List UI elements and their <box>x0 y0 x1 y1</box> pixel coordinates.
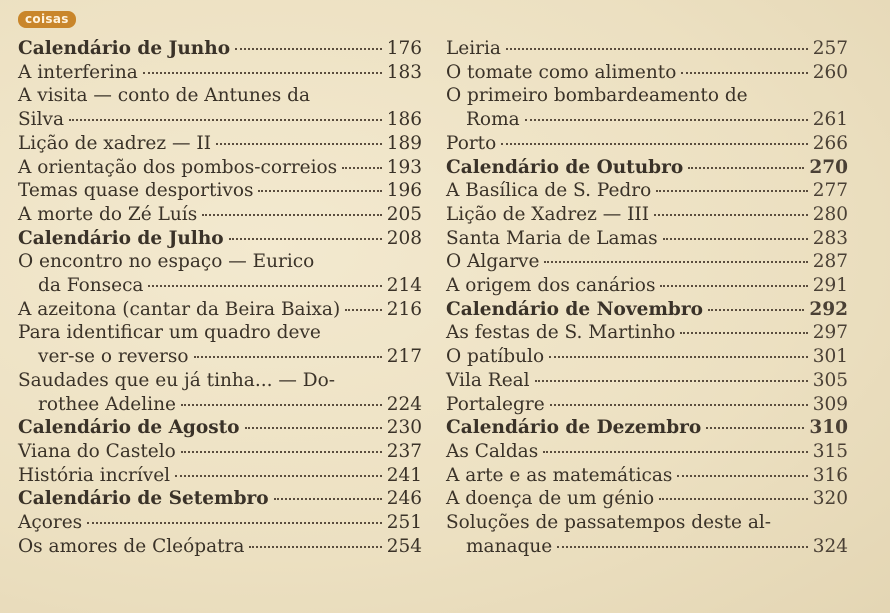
toc-page-number: 224 <box>386 393 422 415</box>
toc-entry-title: Calendário de Junho <box>18 38 231 59</box>
dot-leader <box>249 546 381 548</box>
toc-entry <box>446 108 848 132</box>
toc-entry-title: ver-se o reverso <box>38 346 189 368</box>
toc-entry <box>446 487 848 511</box>
toc-page-number: 315 <box>812 440 848 462</box>
toc-entry <box>446 179 848 203</box>
toc-entry-title: A arte e as matemáticas <box>446 464 673 486</box>
toc-entry-title: Açores <box>18 512 83 534</box>
toc-page-number: 257 <box>812 38 848 59</box>
toc-entry-title-line: A visita — conto de Antunes da <box>18 85 311 107</box>
toc-entry-title: Calendário de Setembro <box>18 488 269 510</box>
toc-entry-title: Leiria <box>446 38 501 59</box>
toc-page-number: 260 <box>812 61 848 83</box>
toc-entry <box>446 345 848 369</box>
toc-entry-title: Viana do Castelo <box>18 440 176 462</box>
toc-page-number: 205 <box>386 203 422 225</box>
toc-entry-title: A origem dos canários <box>446 275 656 297</box>
toc-entry-title: A orientação dos pombos-correios <box>18 156 338 178</box>
toc-entry-title: A doença de um génio <box>446 488 655 510</box>
dot-leader <box>274 498 382 500</box>
toc-entry <box>18 511 422 535</box>
dot-leader <box>202 214 382 216</box>
toc-entry <box>446 464 848 488</box>
toc-page-number: 176 <box>386 38 422 59</box>
toc-entry <box>446 393 848 417</box>
dot-leader <box>544 261 807 263</box>
toc-page-number: 186 <box>386 109 422 131</box>
dot-leader <box>708 309 804 311</box>
toc-entry-title-line: Para identificar um quadro deve <box>18 322 321 344</box>
toc-page-number: 292 <box>809 298 848 320</box>
toc-entry-title: Calendário de Novembro <box>446 298 703 320</box>
toc-entry <box>446 535 848 559</box>
toc-entry-title: Vila Real <box>446 369 530 391</box>
toc-entry <box>18 179 422 203</box>
dot-leader <box>688 167 804 169</box>
toc-page-number: 316 <box>812 464 848 486</box>
toc-page-number: 193 <box>386 156 422 178</box>
dot-leader <box>654 214 808 216</box>
toc-left-column <box>18 37 422 558</box>
toc-entry-title-line: O encontro no espaço — Eurico <box>18 251 315 273</box>
dot-leader <box>677 475 807 477</box>
toc-entry <box>446 274 848 298</box>
toc-page-number: 189 <box>386 132 422 154</box>
toc-page-number: 214 <box>386 275 422 297</box>
toc-page-number: 246 <box>386 488 422 510</box>
toc-entry <box>18 535 422 559</box>
toc-entry-title-line: Saudades que eu já tinha... — Do- <box>18 369 335 391</box>
toc-entry <box>446 37 848 61</box>
toc-entry-title: Roma <box>466 109 520 131</box>
toc-page-number: 277 <box>812 180 848 202</box>
dot-leader <box>148 285 381 287</box>
toc-entry <box>18 464 422 488</box>
toc-page-number: 291 <box>812 275 848 297</box>
dot-leader <box>550 404 808 406</box>
toc-entry-title: Calendário de Dezembro <box>446 417 702 439</box>
toc-page-number: 183 <box>386 61 422 83</box>
toc-page-number: 324 <box>812 535 848 557</box>
toc-entry-title: A interferina <box>18 61 138 83</box>
dot-leader <box>216 143 382 145</box>
toc-entry <box>446 440 848 464</box>
toc-page-number: 309 <box>812 393 848 415</box>
toc-entry-title: História incrível <box>18 464 171 486</box>
dot-leader <box>706 427 804 429</box>
toc-entry <box>446 227 848 251</box>
toc-entry-title: O Algarve <box>446 251 540 273</box>
toc-entry-title: As festas de S. Martinho <box>446 322 676 344</box>
toc-page-number: 241 <box>386 464 422 486</box>
dot-leader <box>659 498 808 500</box>
toc-entry <box>446 132 848 156</box>
toc-entry-title: manaque <box>466 535 553 557</box>
dot-leader <box>535 380 808 382</box>
toc-page-number: 251 <box>386 512 422 534</box>
toc-entry-title: O patíbulo <box>446 346 545 368</box>
toc-page-number: 280 <box>812 203 848 225</box>
toc-entry <box>18 298 422 322</box>
toc-page-number: 217 <box>386 346 422 368</box>
dot-leader <box>681 72 807 74</box>
toc-entry <box>18 440 422 464</box>
toc-page-number: 297 <box>812 322 848 344</box>
toc-page-number: 254 <box>386 535 422 557</box>
toc-page-number: 237 <box>386 440 422 462</box>
dot-leader <box>680 332 807 334</box>
dot-leader <box>663 238 808 240</box>
toc-entry <box>446 369 848 393</box>
toc-month-heading <box>446 156 848 180</box>
toc-entry-title-line: O primeiro bombardeamento de <box>446 85 748 107</box>
dot-leader <box>549 356 808 358</box>
dot-leader <box>194 356 382 358</box>
toc-entry-title: Calendário de Agosto <box>18 417 240 439</box>
toc-entry <box>18 345 422 369</box>
dot-leader <box>229 238 382 240</box>
dot-leader <box>87 522 382 524</box>
toc-page-number: 310 <box>809 417 848 439</box>
toc-entry-title: Portalegre <box>446 393 545 415</box>
toc-entry-title: Lição de Xadrez — III <box>446 203 650 225</box>
toc-entry <box>18 108 422 132</box>
toc-entry <box>18 132 422 156</box>
toc-month-heading <box>18 37 422 61</box>
dot-leader <box>258 190 381 192</box>
toc-entry-title: da Fonseca <box>38 275 144 297</box>
toc-page-number: 301 <box>812 346 848 368</box>
toc-page-number: 305 <box>812 369 848 391</box>
toc-entry-title: Calendário de Julho <box>18 227 224 249</box>
dot-leader <box>69 119 382 121</box>
section-badge: coisas <box>18 11 76 28</box>
toc-page-number: 196 <box>386 180 422 202</box>
toc-entry-title: O tomate como alimento <box>446 61 677 83</box>
toc-page-number: 216 <box>386 298 422 320</box>
toc-entry <box>18 274 422 298</box>
toc-entry-title-line: Soluções de passatempos deste al- <box>446 512 772 534</box>
toc-entry <box>446 61 848 85</box>
toc-entry-title: A azeitona (cantar da Beira Baixa) <box>18 298 341 320</box>
dot-leader <box>557 546 807 548</box>
toc-entry <box>446 203 848 227</box>
dot-leader <box>342 167 382 169</box>
toc-entry-title: Calendário de Outubro <box>446 156 684 178</box>
toc-entry-title: Santa Maria de Lamas <box>446 227 658 249</box>
dot-leader <box>235 48 382 50</box>
toc-page-number: 261 <box>812 109 848 131</box>
toc-month-heading <box>18 487 422 511</box>
toc-page-number: 283 <box>812 227 848 249</box>
dot-leader <box>143 72 382 74</box>
dot-leader <box>181 404 382 406</box>
toc-entry <box>18 156 422 180</box>
toc-entry-title: A morte do Zé Luís <box>18 203 198 225</box>
toc-entry-title: Lição de xadrez — II <box>18 132 212 154</box>
dot-leader <box>525 119 808 121</box>
toc-month-heading <box>18 227 422 251</box>
dot-leader <box>245 427 382 429</box>
toc-page-number: 287 <box>812 251 848 273</box>
toc-entry-title: As Caldas <box>446 440 539 462</box>
toc-page-number: 230 <box>386 417 422 439</box>
toc-entry-title: Porto <box>446 132 497 154</box>
dot-leader <box>660 285 807 287</box>
toc-page-number: 208 <box>386 227 422 249</box>
dot-leader <box>506 48 808 50</box>
dot-leader <box>181 451 382 453</box>
toc-entry-title: Temas quase desportivos <box>18 180 254 202</box>
toc-month-heading <box>446 416 848 440</box>
toc-entry-title: Silva <box>18 109 64 131</box>
toc-entry <box>18 203 422 227</box>
dot-leader <box>656 190 807 192</box>
toc-entry-title: A Basílica de S. Pedro <box>446 180 652 202</box>
dot-leader <box>345 309 382 311</box>
toc-page-number: 266 <box>812 132 848 154</box>
dot-leader <box>543 451 807 453</box>
toc-entry-title: Os amores de Cleópatra <box>18 535 245 557</box>
toc-entry <box>446 321 848 345</box>
toc-right-column <box>446 37 848 558</box>
dot-leader <box>175 475 382 477</box>
toc-entry-title: rothee Adeline <box>38 393 176 415</box>
toc-entry <box>446 250 848 274</box>
toc-entry <box>18 61 422 85</box>
toc-month-heading <box>18 416 422 440</box>
dot-leader <box>501 143 807 145</box>
toc-entry <box>18 393 422 417</box>
toc-page-number: 320 <box>812 488 848 510</box>
toc-page-number: 270 <box>809 156 848 178</box>
toc-month-heading <box>446 298 848 322</box>
